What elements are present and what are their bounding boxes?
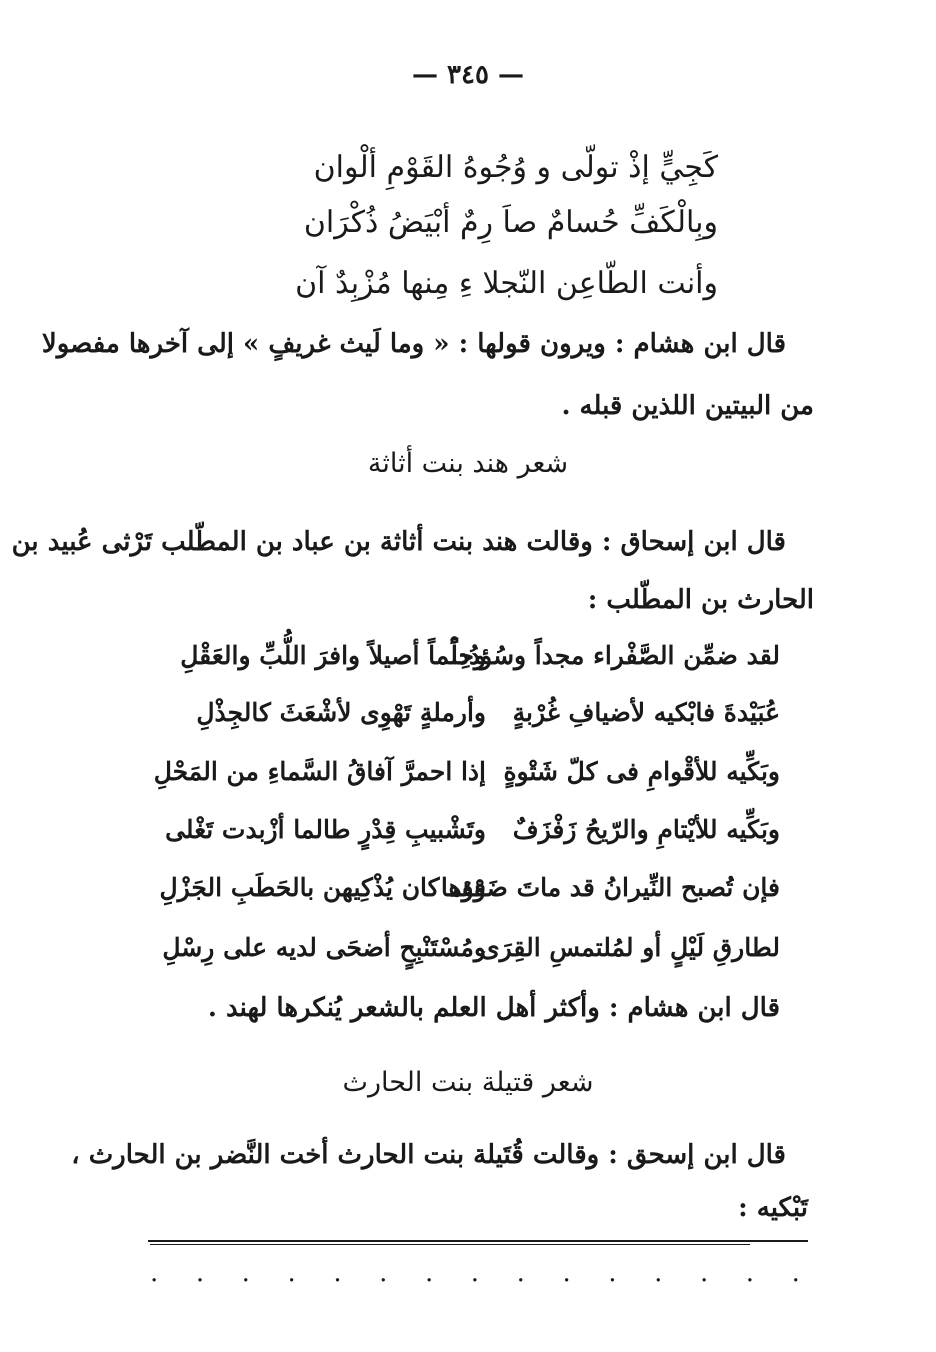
dot: . <box>654 1258 663 1288</box>
couplet-first-hemistich: وبَكِّيه للأقْوامِ فى كلّ شَتْوةٍ <box>503 757 780 786</box>
dot: . <box>608 1258 617 1288</box>
dot: . <box>379 1258 388 1288</box>
page-number: — ٣٤٥ — <box>411 60 525 90</box>
couplet-second-hemistich: وأرملةٍ تَهْوِى لأشْعَثَ كالجِذْلِ <box>196 698 486 727</box>
dot: . <box>699 1258 709 1288</box>
poem-line: وبِالْكَفِّ حُسامٌ صاَ رِمٌ أبْيَضُ ذُكْرَان <box>303 205 718 240</box>
dot: . <box>791 1258 800 1288</box>
dot: . <box>195 1258 205 1288</box>
couplet-first-hemistich: وبَكِّيه للأيْتامِ والرّيحُ زَفْزَفٌ <box>512 815 780 844</box>
intro-line: الحارث بن المطّلب : <box>587 585 814 615</box>
couplet-second-hemistich: وحِلْماً أصيلاً وافرَ اللُّبِّ والعَقْلِ <box>180 641 486 670</box>
intro-line: قال ابن إسحق : وقالت قُتَيلة بنت الحارث أخت النَّضر بن الحارث ، <box>71 1140 786 1170</box>
dot: . <box>470 1258 480 1288</box>
intro-line: قال ابن إسحاق : وقالت هند بنت أثاثة بن عباد بن المطّلب تَرْثى عُبيد بن <box>11 527 786 557</box>
section-heading: شعر قتيلة بنت الحارث <box>342 1067 594 1098</box>
section-heading: شعر هند بنت أثاثة <box>367 448 569 479</box>
poem-line: وأنت الطّاعِن النّجلا ءِ مِنها مُزْبِدٌ آن <box>295 266 718 301</box>
intro-line: تَبْكيه : <box>738 1193 808 1223</box>
dot: . <box>150 1258 159 1288</box>
dot: . <box>241 1258 250 1288</box>
footnote-rule-thin <box>150 1244 750 1245</box>
note-line: من البيتين اللذين قبله . <box>561 391 814 421</box>
footer-dots <box>150 1258 800 1288</box>
couplet-second-hemistich: فقد كان يُذْكِيهن بالحَطَبِ الجَزْلِ <box>159 873 486 902</box>
dot: . <box>745 1258 755 1288</box>
dot: . <box>333 1258 342 1288</box>
couplet-second-hemistich: إذا احمرَّ آفاقُ السَّماءِ من المَحْلِ <box>153 757 486 786</box>
dot: . <box>424 1258 434 1288</box>
note-line: قال ابن هشام : وأكثر أهل العلم بالشعر يُنكرها لهند . <box>207 993 780 1023</box>
dot: . <box>516 1258 525 1288</box>
couplet-first-hemistich: لطارقِ لَيْلٍ أو لمُلتمسِ القِرَى <box>480 933 780 962</box>
poem-line: كَجِيٍّ إذْ تولّى و وُجُوهُ القَوْمِ ألْوان <box>313 150 718 185</box>
couplet-second-hemistich: ومُسْتَنْبِحٍ أضحَى لديه على رِسْلِ <box>162 933 486 962</box>
dot: . <box>562 1258 571 1288</box>
couplet-first-hemistich: فإن تُصبح النِّيرانُ قد ماتَ ضَوْؤها <box>440 873 780 902</box>
dot: . <box>287 1258 296 1288</box>
note-line: قال ابن هشام : ويرون قولها : « وما لَيث غريفٍ » إلى آخرها مفصولا <box>41 329 786 359</box>
couplet-first-hemistich: لقد ضمِّن الصَّفْراء مجداً وسُؤدُداً <box>450 641 780 670</box>
footnote-rule <box>148 1240 808 1242</box>
couplet-second-hemistich: وتَشْبيبِ قِدْرٍ طالما أزْبدت تَغْلى <box>165 815 486 844</box>
couplet-first-hemistich: عُبَيْدةَ فابْكيه لأضيافِ غُرْبةٍ <box>512 698 780 727</box>
